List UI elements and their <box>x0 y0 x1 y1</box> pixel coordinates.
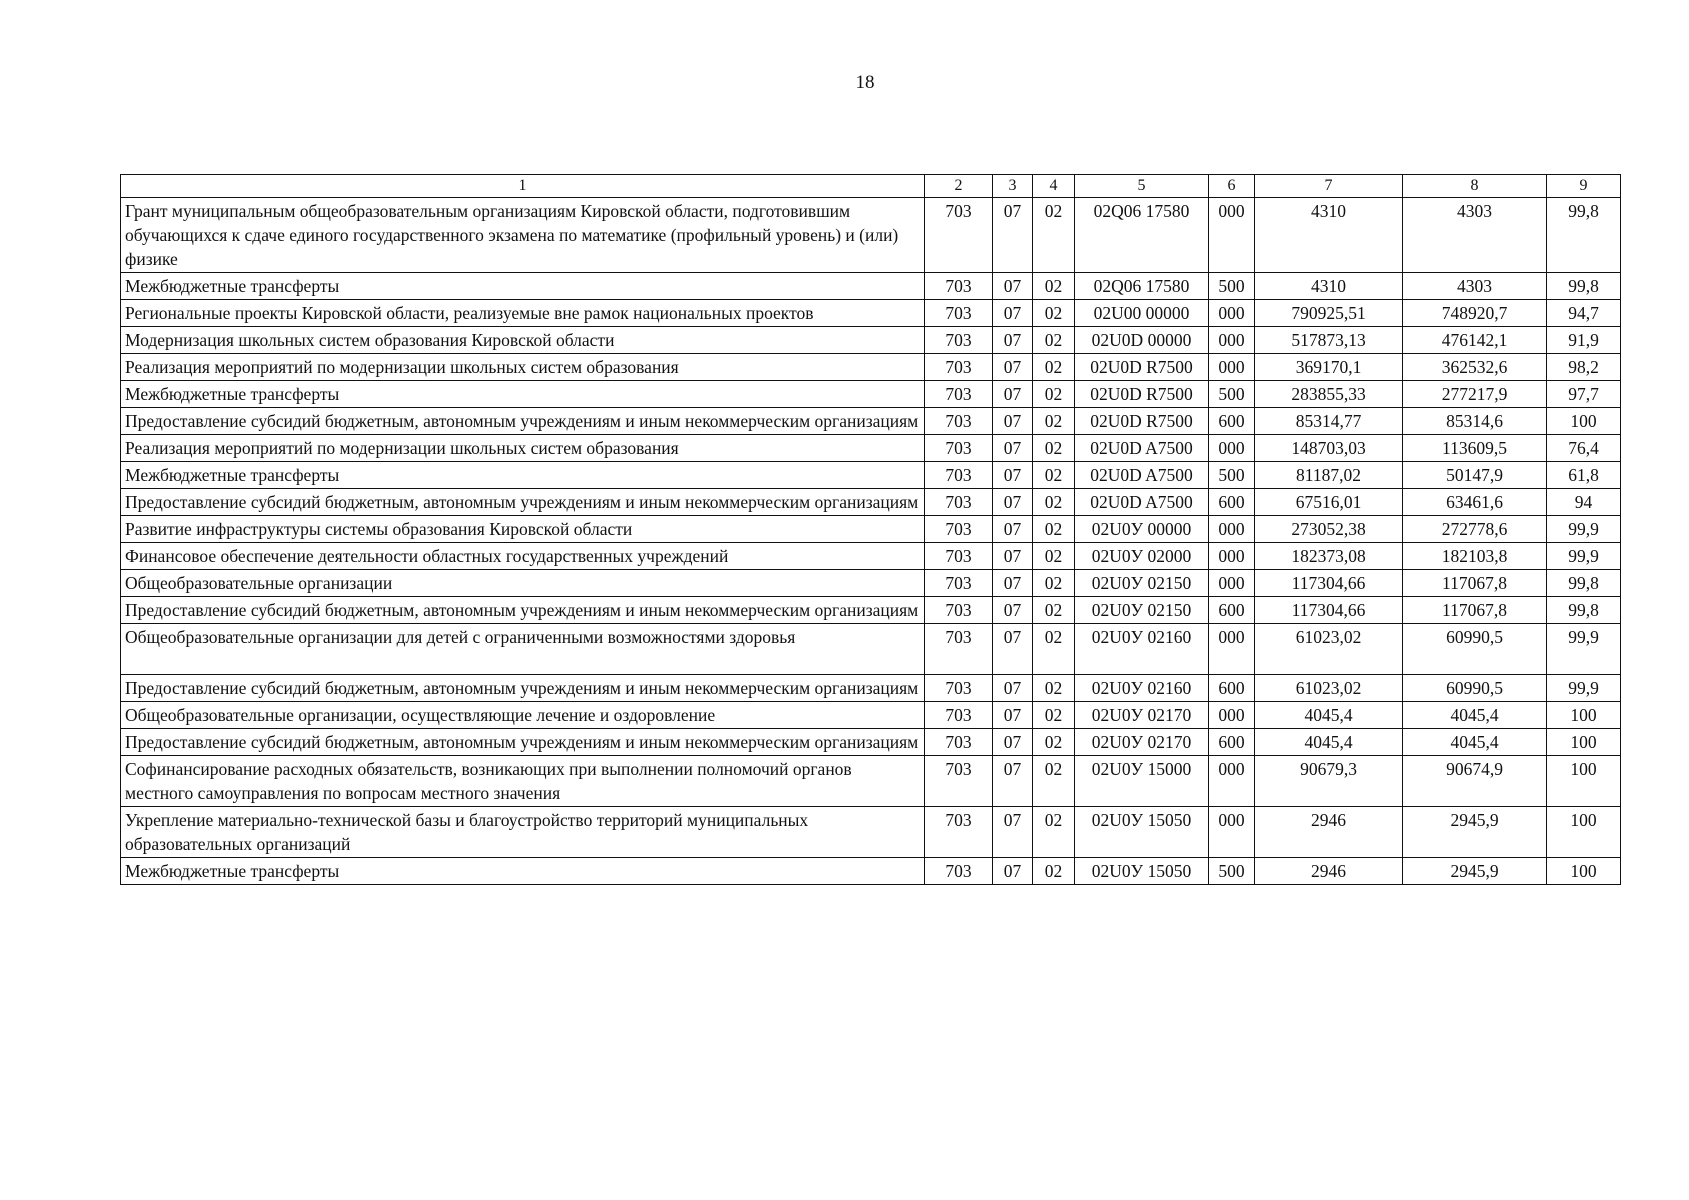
section-code-cell: 07 <box>993 273 1033 300</box>
subsection-code-cell: 02 <box>1033 489 1075 516</box>
expense-type-cell: 000 <box>1209 354 1255 381</box>
table-row <box>121 516 1621 543</box>
target-article-cell: 02U0У 15050 <box>1075 807 1209 858</box>
ministry-code-cell: 703 <box>925 756 993 807</box>
ministry-code-cell: 703 <box>925 489 993 516</box>
expense-type-cell: 000 <box>1209 624 1255 675</box>
planned-amount-cell: 85314,77 <box>1255 408 1403 435</box>
ministry-code-cell: 703 <box>925 543 993 570</box>
target-article-cell: 02U0У 02000 <box>1075 543 1209 570</box>
subsection-code-cell: 02 <box>1033 702 1075 729</box>
ministry-code-cell: 703 <box>925 408 993 435</box>
ministry-code-cell: 703 <box>925 273 993 300</box>
executed-amount-cell: 4045,4 <box>1403 729 1547 756</box>
table-row <box>121 489 1621 516</box>
target-article-cell: 02U0У 02170 <box>1075 702 1209 729</box>
target-article-cell: 02U0D R7500 <box>1075 381 1209 408</box>
expense-type-cell: 000 <box>1209 516 1255 543</box>
section-code-cell: 07 <box>993 570 1033 597</box>
expense-name-cell: Общеобразовательные организации для детей с ограниченными возможностями здоровья <box>121 624 925 675</box>
section-code-cell: 07 <box>993 807 1033 858</box>
percent-cell: 99,8 <box>1547 273 1621 300</box>
expense-name-cell: Укрепление материально-технической базы и благоустройство территорий муниципальных образовательных организаций <box>121 807 925 858</box>
expense-type-cell: 000 <box>1209 327 1255 354</box>
ministry-code-cell: 703 <box>925 516 993 543</box>
ministry-code-cell: 703 <box>925 702 993 729</box>
expense-type-cell: 000 <box>1209 543 1255 570</box>
target-article-cell: 02U0У 02150 <box>1075 597 1209 624</box>
table-row <box>121 597 1621 624</box>
planned-amount-cell: 273052,38 <box>1255 516 1403 543</box>
target-article-cell: 02U00 00000 <box>1075 300 1209 327</box>
column-header-8: 8 <box>1403 175 1547 198</box>
percent-cell: 97,7 <box>1547 381 1621 408</box>
executed-amount-cell: 2945,9 <box>1403 807 1547 858</box>
column-header-3: 3 <box>993 175 1033 198</box>
planned-amount-cell: 148703,03 <box>1255 435 1403 462</box>
ministry-code-cell: 703 <box>925 624 993 675</box>
section-code-cell: 07 <box>993 702 1033 729</box>
table-row <box>121 624 1621 675</box>
executed-amount-cell: 85314,6 <box>1403 408 1547 435</box>
executed-amount-cell: 4045,4 <box>1403 702 1547 729</box>
subsection-code-cell: 02 <box>1033 729 1075 756</box>
ministry-code-cell: 703 <box>925 807 993 858</box>
percent-cell: 100 <box>1547 756 1621 807</box>
percent-cell: 76,4 <box>1547 435 1621 462</box>
percent-cell: 100 <box>1547 702 1621 729</box>
percent-cell: 100 <box>1547 807 1621 858</box>
table-row <box>121 570 1621 597</box>
expense-name-cell: Предоставление субсидий бюджетным, автономным учреждениям и иным некоммерческим организациям <box>121 675 925 702</box>
executed-amount-cell: 117067,8 <box>1403 570 1547 597</box>
ministry-code-cell: 703 <box>925 381 993 408</box>
section-code-cell: 07 <box>993 435 1033 462</box>
executed-amount-cell: 4303 <box>1403 273 1547 300</box>
section-code-cell: 07 <box>993 624 1033 675</box>
subsection-code-cell: 02 <box>1033 462 1075 489</box>
planned-amount-cell: 117304,66 <box>1255 597 1403 624</box>
expense-type-cell: 600 <box>1209 489 1255 516</box>
expense-type-cell: 500 <box>1209 858 1255 885</box>
subsection-code-cell: 02 <box>1033 570 1075 597</box>
table-row <box>121 435 1621 462</box>
target-article-cell: 02U0У 02150 <box>1075 570 1209 597</box>
section-code-cell: 07 <box>993 756 1033 807</box>
column-header-5: 5 <box>1075 175 1209 198</box>
column-header-6: 6 <box>1209 175 1255 198</box>
expense-type-cell: 000 <box>1209 570 1255 597</box>
section-code-cell: 07 <box>993 675 1033 702</box>
table-row <box>121 729 1621 756</box>
subsection-code-cell: 02 <box>1033 543 1075 570</box>
executed-amount-cell: 60990,5 <box>1403 624 1547 675</box>
expense-type-cell: 000 <box>1209 702 1255 729</box>
section-code-cell: 07 <box>993 381 1033 408</box>
planned-amount-cell: 90679,3 <box>1255 756 1403 807</box>
section-code-cell: 07 <box>993 327 1033 354</box>
target-article-cell: 02Q06 17580 <box>1075 273 1209 300</box>
target-article-cell: 02U0D A7500 <box>1075 435 1209 462</box>
ministry-code-cell: 703 <box>925 435 993 462</box>
expense-type-cell: 000 <box>1209 435 1255 462</box>
executed-amount-cell: 60990,5 <box>1403 675 1547 702</box>
table-row <box>121 675 1621 702</box>
page-number: 18 <box>855 72 875 93</box>
percent-cell: 100 <box>1547 408 1621 435</box>
table-row <box>121 462 1621 489</box>
planned-amount-cell: 182373,08 <box>1255 543 1403 570</box>
percent-cell: 99,8 <box>1547 597 1621 624</box>
table-header-row <box>121 175 1621 198</box>
section-code-cell: 07 <box>993 858 1033 885</box>
percent-cell: 94 <box>1547 489 1621 516</box>
target-article-cell: 02U0У 02160 <box>1075 675 1209 702</box>
subsection-code-cell: 02 <box>1033 327 1075 354</box>
expense-name-cell: Межбюджетные трансферты <box>121 858 925 885</box>
expense-type-cell: 000 <box>1209 807 1255 858</box>
planned-amount-cell: 283855,33 <box>1255 381 1403 408</box>
percent-cell: 100 <box>1547 729 1621 756</box>
executed-amount-cell: 362532,6 <box>1403 354 1547 381</box>
column-header-4: 4 <box>1033 175 1075 198</box>
subsection-code-cell: 02 <box>1033 858 1075 885</box>
table-row <box>121 273 1621 300</box>
percent-cell: 61,8 <box>1547 462 1621 489</box>
ministry-code-cell: 703 <box>925 327 993 354</box>
percent-cell: 94,7 <box>1547 300 1621 327</box>
percent-cell: 99,9 <box>1547 516 1621 543</box>
planned-amount-cell: 2946 <box>1255 858 1403 885</box>
target-article-cell: 02U0D 00000 <box>1075 327 1209 354</box>
expense-name-cell: Реализация мероприятий по модернизации школьных систем образования <box>121 354 925 381</box>
planned-amount-cell: 517873,13 <box>1255 327 1403 354</box>
planned-amount-cell: 67516,01 <box>1255 489 1403 516</box>
executed-amount-cell: 4303 <box>1403 198 1547 273</box>
subsection-code-cell: 02 <box>1033 516 1075 543</box>
section-code-cell: 07 <box>993 198 1033 273</box>
section-code-cell: 07 <box>993 543 1033 570</box>
percent-cell: 99,9 <box>1547 624 1621 675</box>
planned-amount-cell: 4045,4 <box>1255 729 1403 756</box>
executed-amount-cell: 117067,8 <box>1403 597 1547 624</box>
ministry-code-cell: 703 <box>925 597 993 624</box>
percent-cell: 99,9 <box>1547 543 1621 570</box>
expense-type-cell: 600 <box>1209 408 1255 435</box>
target-article-cell: 02U0У 02170 <box>1075 729 1209 756</box>
table-row <box>121 543 1621 570</box>
target-article-cell: 02U0D R7500 <box>1075 408 1209 435</box>
percent-cell: 100 <box>1547 858 1621 885</box>
table-row <box>121 756 1621 807</box>
expense-name-cell: Региональные проекты Кировской области, реализуемые вне рамок национальных проектов <box>121 300 925 327</box>
section-code-cell: 07 <box>993 408 1033 435</box>
expense-type-cell: 600 <box>1209 597 1255 624</box>
planned-amount-cell: 2946 <box>1255 807 1403 858</box>
expense-type-cell: 000 <box>1209 300 1255 327</box>
expense-name-cell: Софинансирование расходных обязательств, возникающих при выполнении полномочий органов местного самоуправления по вопросам местного значения <box>121 756 925 807</box>
table-row <box>121 858 1621 885</box>
table-row <box>121 807 1621 858</box>
expense-name-cell: Общеобразовательные организации <box>121 570 925 597</box>
expense-name-cell: Предоставление субсидий бюджетным, автономным учреждениям и иным некоммерческим организациям <box>121 597 925 624</box>
planned-amount-cell: 4310 <box>1255 198 1403 273</box>
section-code-cell: 07 <box>993 300 1033 327</box>
section-code-cell: 07 <box>993 729 1033 756</box>
percent-cell: 99,8 <box>1547 198 1621 273</box>
expense-name-cell: Предоставление субсидий бюджетным, автономным учреждениям и иным некоммерческим организациям <box>121 408 925 435</box>
budget-table <box>120 174 1621 885</box>
planned-amount-cell: 81187,02 <box>1255 462 1403 489</box>
executed-amount-cell: 748920,7 <box>1403 300 1547 327</box>
expense-name-cell: Межбюджетные трансферты <box>121 381 925 408</box>
expense-name-cell: Межбюджетные трансферты <box>121 462 925 489</box>
target-article-cell: 02U0У 00000 <box>1075 516 1209 543</box>
percent-cell: 98,2 <box>1547 354 1621 381</box>
planned-amount-cell: 4310 <box>1255 273 1403 300</box>
expense-name-cell: Реализация мероприятий по модернизации школьных систем образования <box>121 435 925 462</box>
expense-type-cell: 500 <box>1209 273 1255 300</box>
target-article-cell: 02Q06 17580 <box>1075 198 1209 273</box>
subsection-code-cell: 02 <box>1033 435 1075 462</box>
expense-type-cell: 600 <box>1209 729 1255 756</box>
executed-amount-cell: 277217,9 <box>1403 381 1547 408</box>
percent-cell: 91,9 <box>1547 327 1621 354</box>
subsection-code-cell: 02 <box>1033 300 1075 327</box>
section-code-cell: 07 <box>993 462 1033 489</box>
section-code-cell: 07 <box>993 354 1033 381</box>
subsection-code-cell: 02 <box>1033 597 1075 624</box>
expense-name-cell: Предоставление субсидий бюджетным, автономным учреждениям и иным некоммерческим организациям <box>121 729 925 756</box>
executed-amount-cell: 476142,1 <box>1403 327 1547 354</box>
executed-amount-cell: 63461,6 <box>1403 489 1547 516</box>
expense-name-cell: Развитие инфраструктуры системы образования Кировской области <box>121 516 925 543</box>
table-row <box>121 198 1621 273</box>
executed-amount-cell: 272778,6 <box>1403 516 1547 543</box>
ministry-code-cell: 703 <box>925 729 993 756</box>
subsection-code-cell: 02 <box>1033 624 1075 675</box>
target-article-cell: 02U0D R7500 <box>1075 354 1209 381</box>
expense-type-cell: 600 <box>1209 675 1255 702</box>
table-row <box>121 327 1621 354</box>
executed-amount-cell: 182103,8 <box>1403 543 1547 570</box>
percent-cell: 99,8 <box>1547 570 1621 597</box>
subsection-code-cell: 02 <box>1033 807 1075 858</box>
percent-cell: 99,9 <box>1547 675 1621 702</box>
planned-amount-cell: 369170,1 <box>1255 354 1403 381</box>
table-row <box>121 381 1621 408</box>
section-code-cell: 07 <box>993 597 1033 624</box>
column-header-1: 1 <box>121 175 925 198</box>
ministry-code-cell: 703 <box>925 462 993 489</box>
table-body <box>121 198 1621 885</box>
ministry-code-cell: 703 <box>925 198 993 273</box>
column-header-7: 7 <box>1255 175 1403 198</box>
expense-name-cell: Предоставление субсидий бюджетным, автономным учреждениям и иным некоммерческим организациям <box>121 489 925 516</box>
ministry-code-cell: 703 <box>925 675 993 702</box>
expense-name-cell: Межбюджетные трансферты <box>121 273 925 300</box>
table-row <box>121 408 1621 435</box>
subsection-code-cell: 02 <box>1033 675 1075 702</box>
subsection-code-cell: 02 <box>1033 354 1075 381</box>
ministry-code-cell: 703 <box>925 858 993 885</box>
planned-amount-cell: 61023,02 <box>1255 675 1403 702</box>
expense-type-cell: 000 <box>1209 756 1255 807</box>
executed-amount-cell: 50147,9 <box>1403 462 1547 489</box>
expense-type-cell: 500 <box>1209 462 1255 489</box>
subsection-code-cell: 02 <box>1033 381 1075 408</box>
target-article-cell: 02U0У 02160 <box>1075 624 1209 675</box>
column-header-2: 2 <box>925 175 993 198</box>
subsection-code-cell: 02 <box>1033 273 1075 300</box>
target-article-cell: 02U0У 15050 <box>1075 858 1209 885</box>
section-code-cell: 07 <box>993 489 1033 516</box>
executed-amount-cell: 113609,5 <box>1403 435 1547 462</box>
table-row <box>121 300 1621 327</box>
planned-amount-cell: 4045,4 <box>1255 702 1403 729</box>
expense-name-cell: Общеобразовательные организации, осуществляющие лечение и оздоровление <box>121 702 925 729</box>
expense-type-cell: 500 <box>1209 381 1255 408</box>
target-article-cell: 02U0У 15000 <box>1075 756 1209 807</box>
table-row <box>121 702 1621 729</box>
ministry-code-cell: 703 <box>925 300 993 327</box>
expense-name-cell: Модернизация школьных систем образования Кировской области <box>121 327 925 354</box>
subsection-code-cell: 02 <box>1033 756 1075 807</box>
table-row <box>121 354 1621 381</box>
expense-name-cell: Грант муниципальным общеобразовательным организациям Кировской области, подготовившим обучающихся к сдаче единого государственного экзамена по математике (профильный уровень) и (или) физике <box>121 198 925 273</box>
subsection-code-cell: 02 <box>1033 408 1075 435</box>
target-article-cell: 02U0D A7500 <box>1075 462 1209 489</box>
section-code-cell: 07 <box>993 516 1033 543</box>
executed-amount-cell: 90674,9 <box>1403 756 1547 807</box>
planned-amount-cell: 117304,66 <box>1255 570 1403 597</box>
ministry-code-cell: 703 <box>925 570 993 597</box>
expense-type-cell: 000 <box>1209 198 1255 273</box>
expense-name-cell: Финансовое обеспечение деятельности областных государственных учреждений <box>121 543 925 570</box>
executed-amount-cell: 2945,9 <box>1403 858 1547 885</box>
subsection-code-cell: 02 <box>1033 198 1075 273</box>
ministry-code-cell: 703 <box>925 354 993 381</box>
planned-amount-cell: 790925,51 <box>1255 300 1403 327</box>
column-header-9: 9 <box>1547 175 1621 198</box>
target-article-cell: 02U0D A7500 <box>1075 489 1209 516</box>
planned-amount-cell: 61023,02 <box>1255 624 1403 675</box>
